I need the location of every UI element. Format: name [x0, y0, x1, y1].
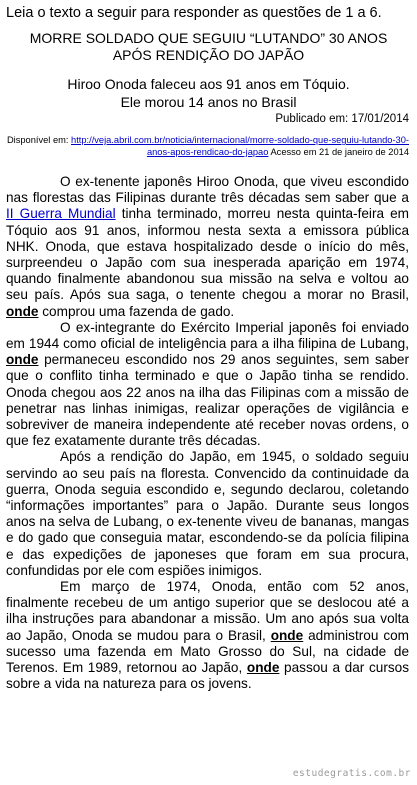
p4-text-c: passou a dar cursos sobre a vida na natureza para os jovens.: [6, 660, 409, 692]
headline: [6, 30, 411, 64]
source-citation: [6, 134, 409, 158]
paragraph-1: [6, 174, 409, 320]
p2-text-a: O ex-integrante do Exército Imperial japonês foi enviado em 1944 como oficial de inteligência para a ilha filipina de Lubang,: [6, 319, 409, 352]
paragraph-3: Após a rendição do Japão, em 1945, o soldado seguiu servindo ao seu país na floresta. Convencido da continuidade da guerra, Onoda seguia escondido e, segundo declarou, coletando “informações importantes” para o Japão. Durante seus longos anos na selva de Lubang, o ex-tenente viveu de bananas, mangas e do gado que conseguia matar, escondendo-se da polícia filipina e das expedições de japoneses que foram em sua procura, confundidas por ele com espiões inimigos.: [6, 449, 409, 578]
subheadline-line-2: Ele morou 14 anos no Brasil: [120, 94, 297, 110]
p1-text-a: O ex-tenente japonês Hiroo Onoda, que viveu escondido nas florestas das Filipinas durante três décadas sem saber que a: [6, 174, 409, 206]
instruction-text: Leia o texto a seguir para responder as questões de 1 a 6.: [6, 5, 382, 21]
keyword-onde: onde: [6, 352, 39, 368]
source-access-date: Acesso em 21 de janeiro de 2014: [268, 147, 409, 157]
p1-text-c: comprou uma fazenda de gado.: [38, 303, 235, 319]
keyword-onde: onde: [270, 627, 304, 643]
paragraph-2: [6, 320, 409, 450]
p4-text-a: Em março de 1974, Onoda, então com 52 anos, finalmente recebeu de um antigo superior que se deslocou até a ilha instruções para abandonar a missão. Um ano após sua volta ao Japão, Onoda se mudou para o Brasil,: [6, 579, 409, 643]
keyword-onde: onde: [6, 303, 39, 319]
p4-text-b: administrou com sucesso uma fazenda em Mato Grosso do Sul, na cidade de Terenos. Em 1989, retornou ao Japão,: [6, 627, 410, 676]
p1-text-b: tinha terminado, morreu nesta quinta-feira em Tóquio aos 91 anos, informou nesta sexta a emissora pública NHK. Onoda, que estava hospitalizado desde o início do mês, surpreendeu o Japão com sua inesperada aparição em 1974, quando finalmente abandonou sua missão na selva e voltou ao seu país. Após sua saga, o tenente chegou a morar no Brasil,: [6, 206, 409, 303]
ww2-link[interactable]: II Guerra Mundial: [6, 206, 116, 222]
source-link[interactable]: http://veja.abril.com.br/noticia/internacional/morre-soldado-que-seguiu-lutando-30-anos-apos-rendicao-do-japao: [71, 135, 409, 157]
source-prefix: Disponível em:: [6, 135, 72, 145]
publication-date: Publicado em: 17/01/2014: [275, 113, 409, 125]
article-body: [6, 174, 409, 693]
p2-text-b: permaneceu escondido nos 29 anos seguintes, sem saber que o conflito tinha terminado e que o Japão tinha se rendido. Onoda chegou aos 22 anos na ilha das Filipinas com a missão de penetrar nas linhas inimigas, realizar operações de vigilância e sobreviver de maneira independente até receber novas ordens, o que fez exatamente durante três décadas.: [6, 352, 409, 449]
subheadline: [6, 75, 411, 111]
site-watermark: estudegratis.com.br: [292, 768, 411, 779]
keyword-onde: onde: [246, 660, 280, 676]
headline-line-1: MORRE SOLDADO QUE SEGUIU “LUTANDO” 30 ANOS: [29, 30, 388, 46]
headline-line-2: APÓS RENDIÇÃO DO JAPÃO: [112, 47, 305, 63]
subheadline-line-1: Hiroo Onoda faleceu aos 91 anos em Tóquio.: [67, 76, 350, 92]
paragraph-4: [6, 579, 409, 692]
